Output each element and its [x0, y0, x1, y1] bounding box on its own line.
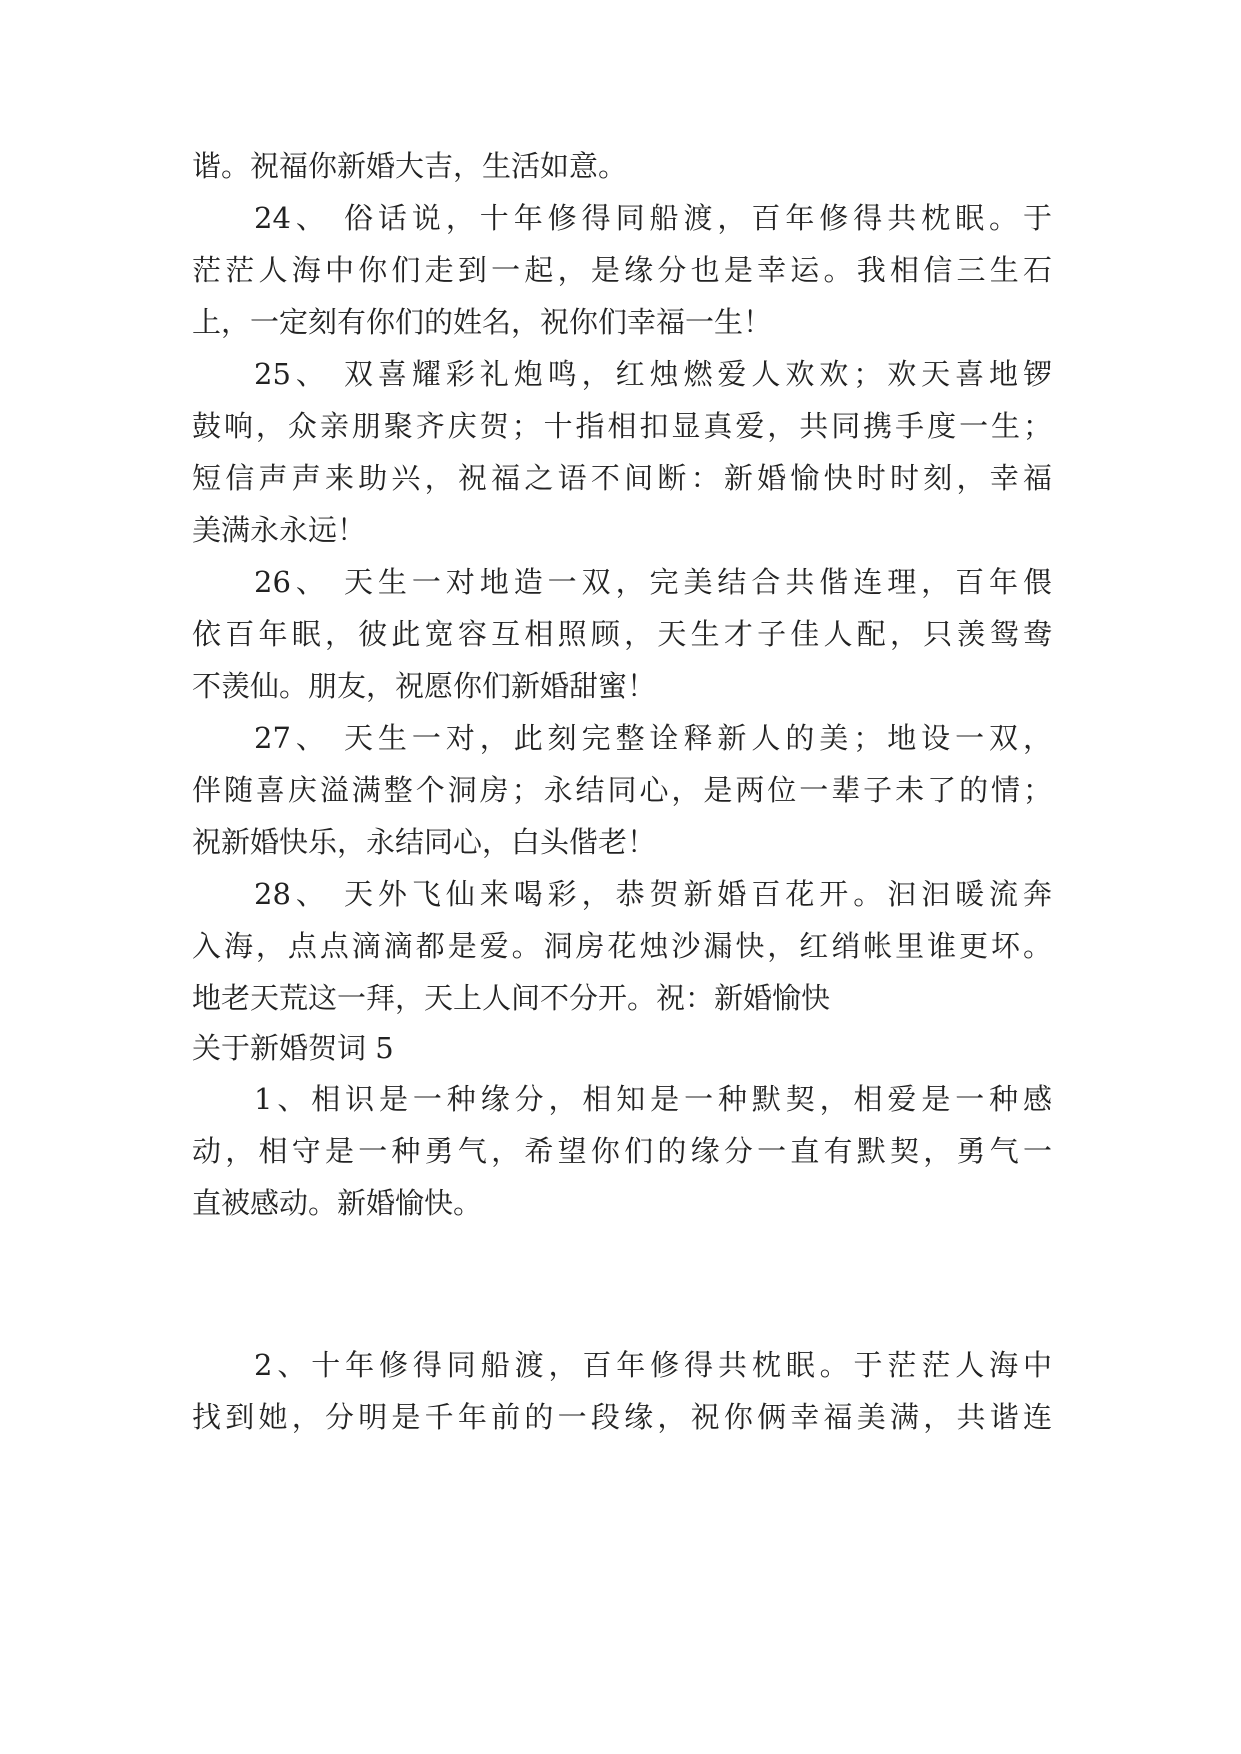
- entry-25-line-2: 鼓响，众亲朋聚齐庆贺；十指相扣显真爱，共同携手度一生；: [192, 409, 1052, 443]
- entry-24-line-2: 茫茫人海中你们走到一起，是缘分也是幸运。我相信三生石: [192, 253, 1052, 287]
- entry-25-line-3: 短信声声来助兴，祝福之语不间断：新婚愉快时时刻，幸福: [192, 461, 1052, 495]
- section-entry-1-line-3: 直被感动。新婚愉快。: [192, 1186, 483, 1220]
- entry-27-line-3: 祝新婚快乐，永结同心，白头偕老！: [192, 825, 657, 859]
- section-entry-1-line-2: 动，相守是一种勇气，希望你们的缘分一直有默契，勇气一: [192, 1134, 1052, 1168]
- entry-26-line-3: 不羡仙。朋友，祝愿你们新婚甜蜜！: [192, 669, 657, 703]
- entry-28-line-3: 地老天荒这一拜，天上人间不分开。祝：新婚愉快: [192, 981, 831, 1015]
- section-entry-2-line-1: 2、十年修得同船渡，百年修得共枕眠。于茫茫人海中: [254, 1348, 1052, 1382]
- entry-28-line-1: 28、 天外飞仙来喝彩，恭贺新婚百花开。汩汩暖流奔: [254, 877, 1052, 911]
- entry-27-line-2: 伴随喜庆溢满整个洞房；永结同心，是两位一辈子未了的情；: [192, 773, 1052, 807]
- section-entry-1-line-1: 1、相识是一种缘分，相知是一种默契，相爱是一种感: [254, 1082, 1052, 1116]
- section-entry-2-line-2: 找到她，分明是千年前的一段缘，祝你俩幸福美满，共谐连: [192, 1400, 1052, 1434]
- section-heading: 关于新婚贺词 5: [192, 1031, 394, 1065]
- entry-26-line-2: 依百年眠，彼此宽容互相照顾，天生才子佳人配，只羡鸳鸯: [192, 617, 1052, 651]
- entry-25-line-4: 美满永永远！: [192, 513, 367, 547]
- entry-28-line-2: 入海，点点滴滴都是爱。洞房花烛沙漏快，红绡帐里谁更坏。: [192, 929, 1052, 963]
- entry-25-line-1: 25、 双喜耀彩礼炮鸣，红烛燃爱人欢欢；欢天喜地锣: [254, 357, 1052, 391]
- top-fragment-line: 谐。祝福你新婚大吉，生活如意。: [192, 149, 628, 183]
- entry-24-line-3: 上，一定刻有你们的姓名，祝你们幸福一生！: [192, 305, 773, 339]
- entry-24-line-1: 24、 俗话说，十年修得同船渡，百年修得共枕眠。于: [254, 201, 1052, 235]
- entry-27-line-1: 27、 天生一对，此刻完整诠释新人的美；地设一双，: [254, 721, 1052, 755]
- entry-26-line-1: 26、 天生一对地造一双，完美结合共偕连理，百年偎: [254, 565, 1052, 599]
